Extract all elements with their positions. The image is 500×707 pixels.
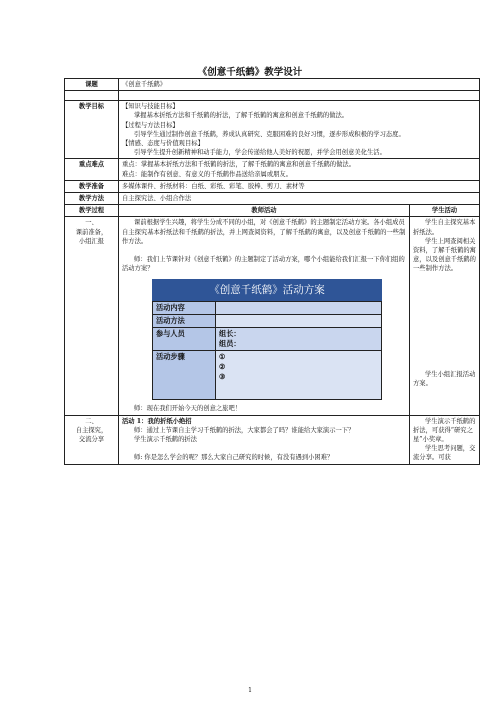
process-header-row [65, 205, 480, 217]
student-paragraph: 学生小组汇报活动方案。 [413, 370, 476, 387]
prep-row [65, 180, 480, 192]
student-paragraph: 学生上网查阅相关资料，了解千纸鹤的寓意，以及创意千纸鹤的一些制作方法。 [413, 237, 476, 273]
student-paragraph: 学生思考问题，交流分享。可获 [413, 445, 476, 462]
topic-value: 《创意千纸鹤》 [119, 79, 480, 91]
activity-title: 活动 1：我的折纸小绝招 [122, 417, 192, 425]
objectives-row [65, 101, 480, 159]
method-value: 自主探究法、小组合作法 [119, 193, 480, 205]
phase1-label-line: 一、 [85, 219, 98, 227]
student-paragraph: 学生自主探究基本折纸法。 [413, 219, 476, 236]
teacher-column-header: 教师活动 [119, 205, 410, 217]
teacher-paragraph: 师：我们上节课针对《创意千纸鹤》的主题制定了活动方案，哪个小组能给我们汇报一下你们组的活动方案？ [122, 256, 405, 273]
plan-method-label: 活动方法 [153, 315, 216, 328]
teacher-paragraph: 学生演示千纸鹤的折法 [134, 436, 197, 444]
lesson-plan-table [64, 78, 480, 465]
phase2-teacher-activity [119, 415, 410, 464]
empty-row [65, 91, 480, 101]
objectives-label: 教学目标 [65, 101, 119, 159]
student-paragraph: 学生演示千纸鹤的折法，可获得“研究之星”小奖章。 [413, 417, 476, 444]
teacher-paragraph: 师：通过上节课自主学习千纸鹤的折法，大家都会了吗？谁能给大家演示一下？ [134, 426, 355, 434]
activity-plan-title: 《创意千纸鹤》活动方案 [152, 279, 382, 301]
objective-heading: 【过程与方法目标】 [122, 121, 179, 129]
plan-steps-value [216, 351, 382, 400]
phase2-student-activity [410, 415, 480, 464]
plan-content-label: 活动内容 [153, 302, 216, 315]
key-points-content [119, 159, 480, 180]
teacher-paragraph: 师: 你是怎么学会的呢？那么大家自己研究的时候，有没有遇到小困难？ [134, 454, 334, 462]
objective-text: 掌握基本折纸方法和千纸鹤的折法，了解千纸鹤的寓意和创意千纸鹤的做法。 [134, 112, 349, 120]
phase2-label-line: 自主探究， [75, 426, 108, 434]
key-points-label: 重点难点 [65, 159, 119, 180]
page-number: 1 [248, 687, 252, 694]
document-title: 《创意千纸鹤》教学设计 [197, 67, 303, 78]
teacher-paragraph: 师：现在我们开始今天的创意之旅吧！ [134, 405, 242, 413]
activity-plan-table [152, 301, 382, 400]
topic-row [65, 79, 480, 91]
plan-members-label: 参与人员 [153, 328, 216, 351]
teacher-paragraph: 课前根据学生兴趣，将学生分成不同的小组，对《创意千纸鹤》的主题制定活动方案。各小组成员自主探究基本折纸法和千纸鹤的折法，并上网查阅资料，了解千纸鹤的寓意，以及创意千纸鹤的一些制作方法。 [122, 219, 406, 245]
objective-heading: 【情感、态度与价值观目标】 [122, 140, 204, 148]
phase1-label-line: 小组汇报 [78, 237, 105, 245]
student-column-header: 学生活动 [410, 205, 480, 217]
plan-step: ② [219, 362, 226, 372]
phase1-row [65, 217, 480, 415]
key-points-row [65, 159, 480, 180]
prep-value: 多媒体课件、折纸材料：白纸、彩纸、彩笔、胶棒、剪刀、素材等 [119, 180, 480, 192]
difficulty-text: 难点：能制作有创意、有意义的千纸鹤作品送给亲属或朋友。 [122, 170, 293, 178]
plan-step: ③ [219, 372, 226, 382]
plan-method-value [216, 315, 382, 328]
phase1-label-line: 课前准备， [75, 228, 108, 236]
objective-text: 引导学生通过制作创意千纸鹤，养成认真研究、克服困难的良好习惯，逐步形成积极的学习态度。 [134, 130, 405, 138]
method-label: 教学方法 [65, 193, 119, 205]
phase1-teacher-activity [119, 217, 410, 415]
activity-plan-figure [152, 279, 382, 400]
phase2-row [65, 415, 480, 464]
plan-content-value [216, 302, 382, 315]
plan-member: 组员： [219, 339, 241, 349]
plan-leader: 组长： [219, 329, 241, 339]
method-row [65, 193, 480, 205]
process-label: 教学过程 [65, 205, 119, 217]
phase1-student-activity [410, 217, 480, 415]
plan-steps-label: 活动步骤 [153, 351, 216, 400]
phase2-label-line: 交流分享 [78, 436, 105, 444]
phase2-label-line: 二、 [85, 417, 98, 425]
objectives-content [119, 101, 480, 159]
plan-members-value [216, 328, 382, 351]
phase2-label [65, 415, 119, 464]
prep-label: 教学准备 [65, 180, 119, 192]
key-point-text: 重点：掌握基本折纸方法和千纸鹤的折法，了解千纸鹤的寓意和创意千纸鹤的做法。 [122, 161, 355, 169]
phase1-label [65, 217, 119, 415]
plan-step: ① [219, 352, 226, 362]
objective-text: 引导学生提升创新精神和动手能力，学会传递给他人美好的祝愿，并学会用创意美化生活。 [134, 149, 386, 157]
objective-heading: 【知识与技能目标】 [122, 103, 179, 111]
topic-label: 课题 [65, 79, 119, 91]
